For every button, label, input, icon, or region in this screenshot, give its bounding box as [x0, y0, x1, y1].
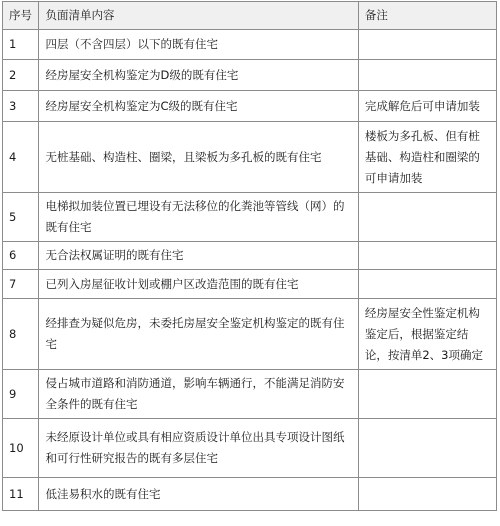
row-item: 未经原设计单位或具有相应资质设计单位出具专项设计图纸和可行性研究报告的既有多层住宅 — [39, 419, 358, 478]
table-row — [3, 91, 497, 122]
table-row — [3, 193, 497, 242]
row-item: 已列入房屋征收计划或棚户区改造范围的既有住宅 — [39, 270, 358, 299]
row-item: 无桩基础、构造柱、圈梁，且梁板为多孔板的既有住宅 — [39, 122, 358, 193]
row-number: 2 — [3, 60, 39, 91]
row-number: 3 — [3, 91, 39, 122]
row-note — [358, 370, 496, 419]
table-row — [3, 299, 497, 370]
row-number: 1 — [3, 30, 39, 60]
table-row — [3, 242, 497, 270]
row-note: 完成解危后可申请加装 — [358, 91, 496, 122]
row-number: 5 — [3, 193, 39, 242]
row-item: 电梯拟加装位置已埋设有无法移位的化粪池等管线（网）的既有住宅 — [39, 193, 358, 242]
row-note — [358, 270, 496, 299]
row-note: 经房屋安全性鉴定机构鉴定后，根据鉴定结论，按清单2、3项确定 — [358, 299, 496, 370]
row-number: 9 — [3, 370, 39, 419]
table-row — [3, 419, 497, 478]
table-row — [3, 122, 497, 193]
row-number: 4 — [3, 122, 39, 193]
header-no: 序号 — [3, 2, 39, 30]
row-note — [358, 478, 496, 511]
table-row — [3, 30, 497, 60]
table-row — [3, 370, 497, 419]
table-row — [3, 60, 497, 91]
row-number: 10 — [3, 419, 39, 478]
table-header — [3, 2, 497, 30]
row-note: 楼板为多孔板、但有桩基础、构造柱和圈梁的可申请加装 — [358, 122, 496, 193]
row-item: 无合法权属证明的既有住宅 — [39, 242, 358, 270]
table-row — [3, 478, 497, 511]
row-item: 四层（不含四层）以下的既有住宅 — [39, 30, 358, 60]
row-item: 经房屋安全机构鉴定为C级的既有住宅 — [39, 91, 358, 122]
header-item: 负面清单内容 — [39, 2, 358, 30]
table-body — [3, 30, 497, 511]
row-item: 经排查为疑似危房，未委托房屋安全鉴定机构鉴定的既有住宅 — [39, 299, 358, 370]
row-note — [358, 242, 496, 270]
row-note — [358, 60, 496, 91]
row-note — [358, 193, 496, 242]
table-row — [3, 270, 497, 299]
row-number: 6 — [3, 242, 39, 270]
row-note — [358, 419, 496, 478]
header-row — [3, 2, 497, 30]
row-number: 7 — [3, 270, 39, 299]
row-item: 侵占城市道路和消防通道，影响车辆通行，不能满足消防安全条件的既有住宅 — [39, 370, 358, 419]
row-item: 经房屋安全机构鉴定为D级的既有住宅 — [39, 60, 358, 91]
row-item: 低洼易积水的既有住宅 — [39, 478, 358, 511]
header-note: 备注 — [358, 2, 496, 30]
negative-list-table — [2, 1, 497, 511]
row-note — [358, 30, 496, 60]
row-number: 8 — [3, 299, 39, 370]
row-number: 11 — [3, 478, 39, 511]
